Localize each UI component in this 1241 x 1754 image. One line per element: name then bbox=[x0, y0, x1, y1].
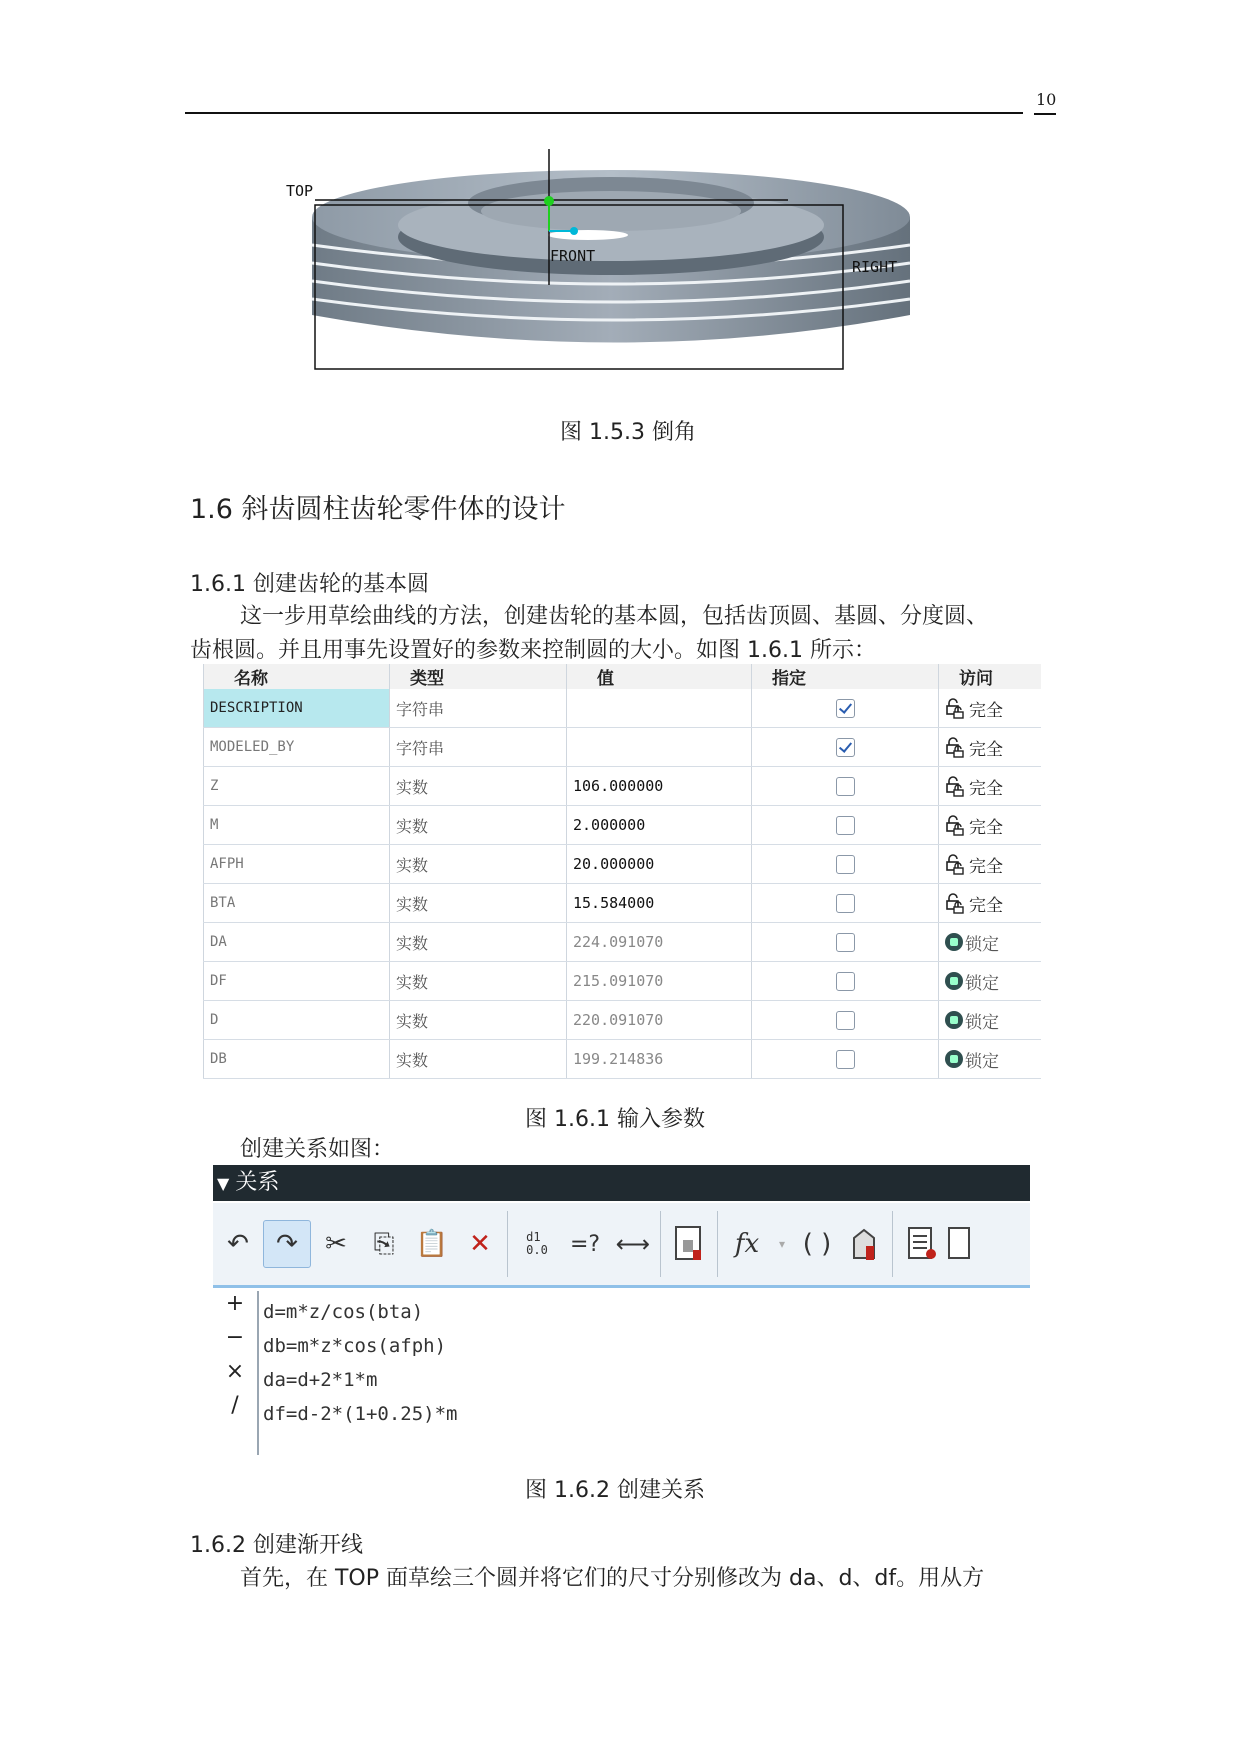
access-label: 锁定 bbox=[965, 934, 999, 955]
relations-panel-title: 关系 bbox=[235, 1170, 280, 1195]
param-type-cell[interactable]: 实数 bbox=[390, 884, 567, 923]
access-label: 完全 bbox=[969, 817, 1003, 838]
param-name-cell[interactable]: DESCRIPTION bbox=[204, 689, 390, 728]
access-label: 完全 bbox=[969, 895, 1003, 916]
toolbar-separator bbox=[892, 1211, 893, 1277]
designate-checkbox[interactable] bbox=[836, 1050, 855, 1069]
column-header-value[interactable]: 值 bbox=[567, 664, 752, 689]
figure-caption-1-6-1: 图 1.6.1 输入参数 bbox=[525, 1107, 705, 1132]
lock-icon bbox=[945, 972, 963, 990]
param-type-cell[interactable]: 实数 bbox=[390, 962, 567, 1001]
parentheses-icon[interactable]: ( ) bbox=[802, 1229, 832, 1259]
relations-panel bbox=[213, 1165, 1030, 1455]
unlocked-lock-icon bbox=[945, 814, 967, 836]
top-label: TOP bbox=[286, 182, 314, 200]
param-type-cell[interactable]: 实数 bbox=[390, 806, 567, 845]
access-label: 完全 bbox=[969, 739, 1003, 760]
param-value-cell[interactable]: 215.091070 bbox=[567, 962, 752, 1001]
designate-checkbox[interactable] bbox=[836, 933, 855, 952]
table-row[interactable] bbox=[204, 728, 1042, 767]
param-name-cell[interactable]: DB bbox=[204, 1040, 390, 1079]
relation-line[interactable]: df=d-2*(1+0.25)*m bbox=[263, 1403, 458, 1425]
operator-column bbox=[213, 1291, 259, 1455]
designate-checkbox[interactable] bbox=[836, 855, 855, 874]
delete-icon[interactable]: ✕ bbox=[469, 1229, 491, 1259]
toolbar-separator bbox=[717, 1211, 718, 1277]
table-row[interactable] bbox=[204, 806, 1042, 845]
operator-plus-button[interactable]: + bbox=[225, 1291, 245, 1316]
table-row[interactable] bbox=[204, 884, 1042, 923]
param-type-cell[interactable]: 实数 bbox=[390, 923, 567, 962]
relation-line[interactable]: d=m*z/cos(bta) bbox=[263, 1301, 424, 1323]
span-icon[interactable]: ⟷ bbox=[615, 1230, 651, 1258]
paragraph-line: 齿根圆。并且用事先设置好的参数来控制圆的大小。如图 1.6.1 所示： bbox=[190, 638, 876, 663]
table-row[interactable] bbox=[204, 689, 1042, 728]
operator-minus-button[interactable]: − bbox=[225, 1325, 245, 1350]
undo-icon[interactable]: ↶ bbox=[227, 1229, 249, 1259]
paste-icon[interactable]: 📋 bbox=[415, 1229, 449, 1259]
param-value-cell[interactable]: 220.091070 bbox=[567, 1001, 752, 1040]
param-designate-cell bbox=[752, 728, 939, 767]
param-type-cell[interactable]: 实数 bbox=[390, 767, 567, 806]
column-header-access[interactable]: 访问 bbox=[939, 664, 1042, 689]
table-header-row bbox=[204, 664, 1042, 689]
lock-icon bbox=[945, 1011, 963, 1029]
designate-checkbox[interactable] bbox=[836, 738, 855, 757]
operator-divide-button[interactable]: / bbox=[231, 1393, 239, 1418]
access-label: 锁定 bbox=[965, 973, 999, 994]
unlocked-lock-icon bbox=[945, 892, 967, 914]
verify-icon[interactable] bbox=[667, 1221, 713, 1267]
param-value-cell[interactable]: 199.214836 bbox=[567, 1040, 752, 1079]
param-value-cell[interactable]: 15.584000 bbox=[567, 884, 752, 923]
param-name-cell[interactable]: MODELED_BY bbox=[204, 728, 390, 767]
subsection-title-1-6-1: 1.6.1 创建齿轮的基本圆 bbox=[190, 572, 429, 597]
param-access-cell[interactable] bbox=[939, 884, 1042, 923]
param-value-cell[interactable] bbox=[567, 728, 752, 767]
table-row[interactable] bbox=[204, 962, 1042, 1001]
param-designate-cell bbox=[752, 962, 939, 1001]
right-label: RIGHT bbox=[852, 258, 898, 276]
param-access-cell[interactable] bbox=[939, 728, 1042, 767]
param-designate-cell bbox=[752, 689, 939, 728]
operator-multiply-button[interactable]: × bbox=[225, 1359, 245, 1384]
param-name-cell[interactable]: BTA bbox=[204, 884, 390, 923]
relations-intro: 创建关系如图： bbox=[240, 1137, 395, 1162]
header-rule bbox=[185, 112, 1023, 114]
param-designate-cell bbox=[752, 923, 939, 962]
param-name-cell[interactable]: AFPH bbox=[204, 845, 390, 884]
param-value-cell[interactable]: 2.000000 bbox=[567, 806, 752, 845]
parameter-table bbox=[203, 664, 1041, 1079]
local-params-icon[interactable] bbox=[899, 1221, 945, 1267]
collapse-triangle-icon[interactable]: ▼ bbox=[217, 1174, 230, 1193]
access-label: 完全 bbox=[969, 700, 1003, 721]
unlocked-lock-icon bbox=[945, 697, 967, 719]
param-name-cell[interactable]: M bbox=[204, 806, 390, 845]
more-icon[interactable] bbox=[947, 1221, 959, 1267]
param-access-cell[interactable] bbox=[939, 962, 1042, 1001]
column-header-name[interactable]: 名称 bbox=[204, 664, 390, 689]
param-value-cell[interactable]: 224.091070 bbox=[567, 923, 752, 962]
table-row[interactable] bbox=[204, 1001, 1042, 1040]
param-designate-cell bbox=[752, 1001, 939, 1040]
param-access-cell[interactable] bbox=[939, 767, 1042, 806]
subsection-title-1-6-2: 1.6.2 创建渐开线 bbox=[190, 1533, 363, 1558]
relations-toolbar bbox=[213, 1203, 1030, 1288]
param-access-cell[interactable] bbox=[939, 689, 1042, 728]
param-type-cell[interactable]: 实数 bbox=[390, 845, 567, 884]
designate-checkbox[interactable] bbox=[836, 699, 855, 718]
lock-icon bbox=[945, 1050, 963, 1068]
designate-checkbox[interactable] bbox=[836, 777, 855, 796]
param-access-cell[interactable] bbox=[939, 1001, 1042, 1040]
param-value-cell[interactable]: 106.000000 bbox=[567, 767, 752, 806]
paragraph-line: 这一步用草绘曲线的方法，创建齿轮的基本圆，包括齿顶圆、基圆、分度圆、 bbox=[240, 604, 989, 629]
param-name-cell[interactable]: DA bbox=[204, 923, 390, 962]
designate-checkbox[interactable] bbox=[836, 1011, 855, 1030]
param-name-cell[interactable]: D bbox=[204, 1001, 390, 1040]
relations-panel-header[interactable] bbox=[213, 1165, 1030, 1201]
unlocked-lock-icon bbox=[945, 775, 967, 797]
param-type-cell[interactable]: 字符串 bbox=[390, 728, 567, 767]
toolbar-separator bbox=[507, 1211, 508, 1277]
param-designate-cell bbox=[752, 767, 939, 806]
designate-checkbox[interactable] bbox=[836, 816, 855, 835]
param-name-cell[interactable]: DF bbox=[204, 962, 390, 1001]
table-row[interactable] bbox=[204, 845, 1042, 884]
param-type-cell[interactable]: 实数 bbox=[390, 1001, 567, 1040]
param-value-cell[interactable] bbox=[567, 689, 752, 728]
column-header-type[interactable]: 类型 bbox=[390, 664, 567, 689]
param-value-cell[interactable]: 20.000000 bbox=[567, 845, 752, 884]
table-row[interactable] bbox=[204, 1040, 1042, 1079]
unlocked-lock-icon bbox=[945, 853, 967, 875]
param-access-cell[interactable] bbox=[939, 1040, 1042, 1079]
gear-cad-figure bbox=[286, 165, 978, 375]
page-number-underline bbox=[1034, 113, 1056, 115]
section-title: 1.6 斜齿圆柱齿轮零件体的设计 bbox=[190, 494, 566, 525]
param-type-cell[interactable]: 实数 bbox=[390, 1040, 567, 1079]
param-access-cell[interactable] bbox=[939, 923, 1042, 962]
relation-line[interactable]: da=d+2*1*m bbox=[263, 1369, 378, 1391]
front-label: FRONT bbox=[550, 247, 596, 265]
param-name-cell[interactable]: Z bbox=[204, 767, 390, 806]
access-label: 完全 bbox=[969, 778, 1003, 799]
param-designate-cell bbox=[752, 806, 939, 845]
lock-icon bbox=[945, 933, 963, 951]
redo-icon[interactable]: ↷ bbox=[263, 1220, 311, 1268]
param-designate-cell bbox=[752, 884, 939, 923]
sort-icon[interactable] bbox=[842, 1221, 888, 1267]
unlocked-lock-icon bbox=[945, 736, 967, 758]
function-icon[interactable]: fx bbox=[734, 1229, 760, 1259]
relation-line[interactable]: db=m*z*cos(afph) bbox=[263, 1335, 447, 1357]
dimension-toggle-icon[interactable]: d1 0.0 bbox=[526, 1230, 548, 1257]
param-access-cell[interactable] bbox=[939, 806, 1042, 845]
evaluate-icon[interactable]: =? bbox=[569, 1231, 601, 1257]
designate-checkbox[interactable] bbox=[836, 972, 855, 991]
param-type-cell[interactable]: 字符串 bbox=[390, 689, 567, 728]
copy-icon[interactable]: ⎘ bbox=[373, 1228, 395, 1259]
designate-checkbox[interactable] bbox=[836, 894, 855, 913]
paragraph-line: 首先，在 TOP 面草绘三个圆并将它们的尺寸分别修改为 da、d、df。用从方 bbox=[240, 1566, 985, 1591]
access-label: 完全 bbox=[969, 856, 1003, 877]
column-header-designate[interactable]: 指定 bbox=[752, 664, 939, 689]
access-label: 锁定 bbox=[965, 1051, 999, 1072]
param-access-cell[interactable] bbox=[939, 845, 1042, 884]
table-row[interactable] bbox=[204, 923, 1042, 962]
access-label: 锁定 bbox=[965, 1012, 999, 1033]
param-designate-cell bbox=[752, 1040, 939, 1079]
figure-caption-1-5-3: 图 1.5.3 倒角 bbox=[560, 420, 696, 445]
toolbar-separator bbox=[660, 1211, 661, 1277]
chevron-down-icon[interactable]: ▾ bbox=[778, 1237, 786, 1251]
page-number: 10 bbox=[1036, 90, 1057, 109]
table-row[interactable] bbox=[204, 767, 1042, 806]
figure-caption-1-6-2: 图 1.6.2 创建关系 bbox=[525, 1478, 705, 1503]
param-designate-cell bbox=[752, 845, 939, 884]
cut-icon[interactable]: ✂ bbox=[325, 1229, 347, 1259]
relations-editor[interactable] bbox=[263, 1295, 457, 1431]
